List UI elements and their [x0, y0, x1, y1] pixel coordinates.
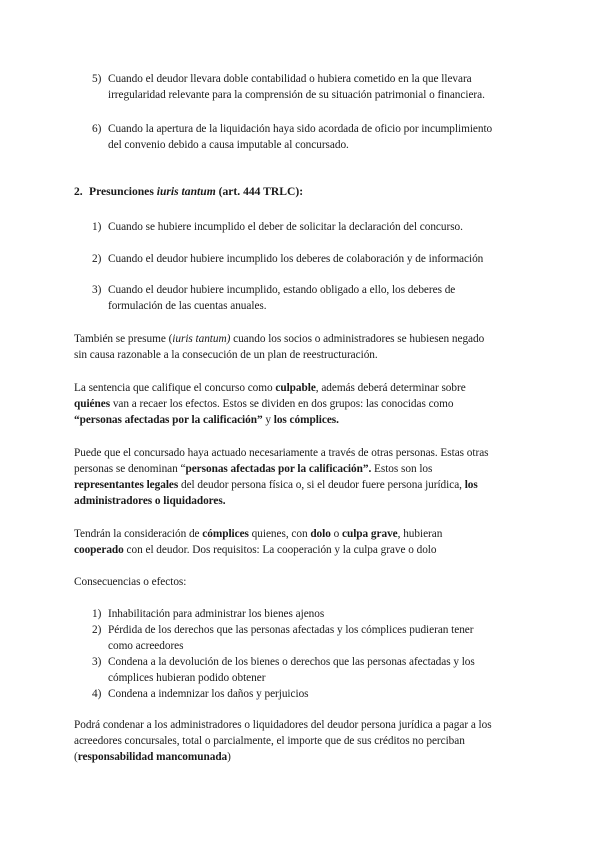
list-item-number: 3) — [92, 284, 102, 296]
paragraph-line: representantes legales del deudor persona física o, si el deudor fuere persona jurídica, los — [74, 479, 478, 491]
list-item-number: 3) — [92, 656, 102, 668]
list-item-number: 1) — [92, 608, 102, 620]
section-number: 2. — [74, 185, 83, 198]
list-item-text: Condena a indemnizar los daños y perjuicios — [108, 688, 309, 700]
list-item-number: 4) — [92, 688, 102, 700]
list-item-text: formulación de las cuentas anuales. — [108, 300, 267, 312]
list-item-text: Inhabilitación para administrar los bienes ajenos — [108, 608, 325, 620]
list-item-text: cómplices hubieran podido obtener — [108, 672, 266, 684]
section-heading: Presunciones iuris tantum (art. 444 TRLC): — [89, 185, 304, 198]
paragraph-line: También se presume (iuris tantum) cuando los socios o administradores se hubiesen negado — [74, 333, 485, 345]
list-item-number: 1) — [92, 221, 102, 233]
list-item-text: Cuando la apertura de la liquidación haya sido acordada de oficio por incumplimiento — [108, 123, 493, 135]
list-item-text: como acreedores — [108, 640, 184, 652]
paragraph-line: administradores o liquidadores. — [74, 495, 226, 507]
list-item-text: del convenio debido a causa imputable al concursado. — [108, 139, 349, 151]
list-item-text: Cuando se hubiere incumplido el deber de solicitar la declaración del concurso. — [108, 221, 463, 233]
list-item-number: 2) — [92, 624, 102, 636]
paragraph-line: Puede que el concursado haya actuado necesariamente a través de otras personas. Estas otras — [74, 447, 489, 459]
list-item-text: Pérdida de los derechos que las personas afectadas y los cómplices pudieran tener — [108, 624, 474, 636]
paragraph-line: personas se denominan “personas afectadas por la calificación”. Estos son los — [74, 463, 433, 475]
list-item-text: Cuando el deudor hubiere incumplido los deberes de colaboración y de información — [108, 253, 484, 265]
paragraph-line: Podrá condenar a los administradores o liquidadores del deudor persona jurídica a pagar a los — [74, 719, 492, 731]
paragraph-line: “personas afectadas por la calificación” y los cómplices. — [74, 414, 339, 426]
paragraph-line: cooperado con el deudor. Dos requisitos: La cooperación y la culpa grave o dolo — [74, 544, 437, 556]
list-item-number: 2) — [92, 253, 102, 265]
consecuencias-heading: Consecuencias o efectos: — [74, 576, 187, 588]
list-item-text: Cuando el deudor llevara doble contabilidad o hubiera cometido en la que llevara — [108, 73, 472, 85]
list-item-number: 5) — [92, 73, 102, 85]
list-item-text: Cuando el deudor hubiere incumplido, estando obligado a ello, los deberes de — [108, 284, 456, 296]
paragraph-line: Tendrán la consideración de cómplices quienes, con dolo o culpa grave, hubieran — [74, 528, 443, 540]
list-item-number: 6) — [92, 123, 102, 135]
paragraph-line: (responsabilidad mancomunada) — [74, 751, 231, 763]
paragraph-line: acreedores concursales, total o parcialmente, el importe que de sus créditos no perciban — [74, 735, 465, 747]
list-item-text: irregularidad relevante para la comprensión de su situación patrimonial o financiera. — [108, 89, 485, 101]
paragraph-line: sin causa razonable a la consecución de un plan de reestructuración. — [74, 349, 378, 361]
list-item-text: Condena a la devolución de los bienes o derechos que las personas afectadas y los — [108, 656, 475, 668]
paragraph-line: quiénes van a recaer los efectos. Estos se dividen en dos grupos: las conocidas como — [74, 398, 454, 410]
paragraph-line: La sentencia que califique el concurso como culpable, además deberá determinar sobre — [74, 382, 466, 394]
